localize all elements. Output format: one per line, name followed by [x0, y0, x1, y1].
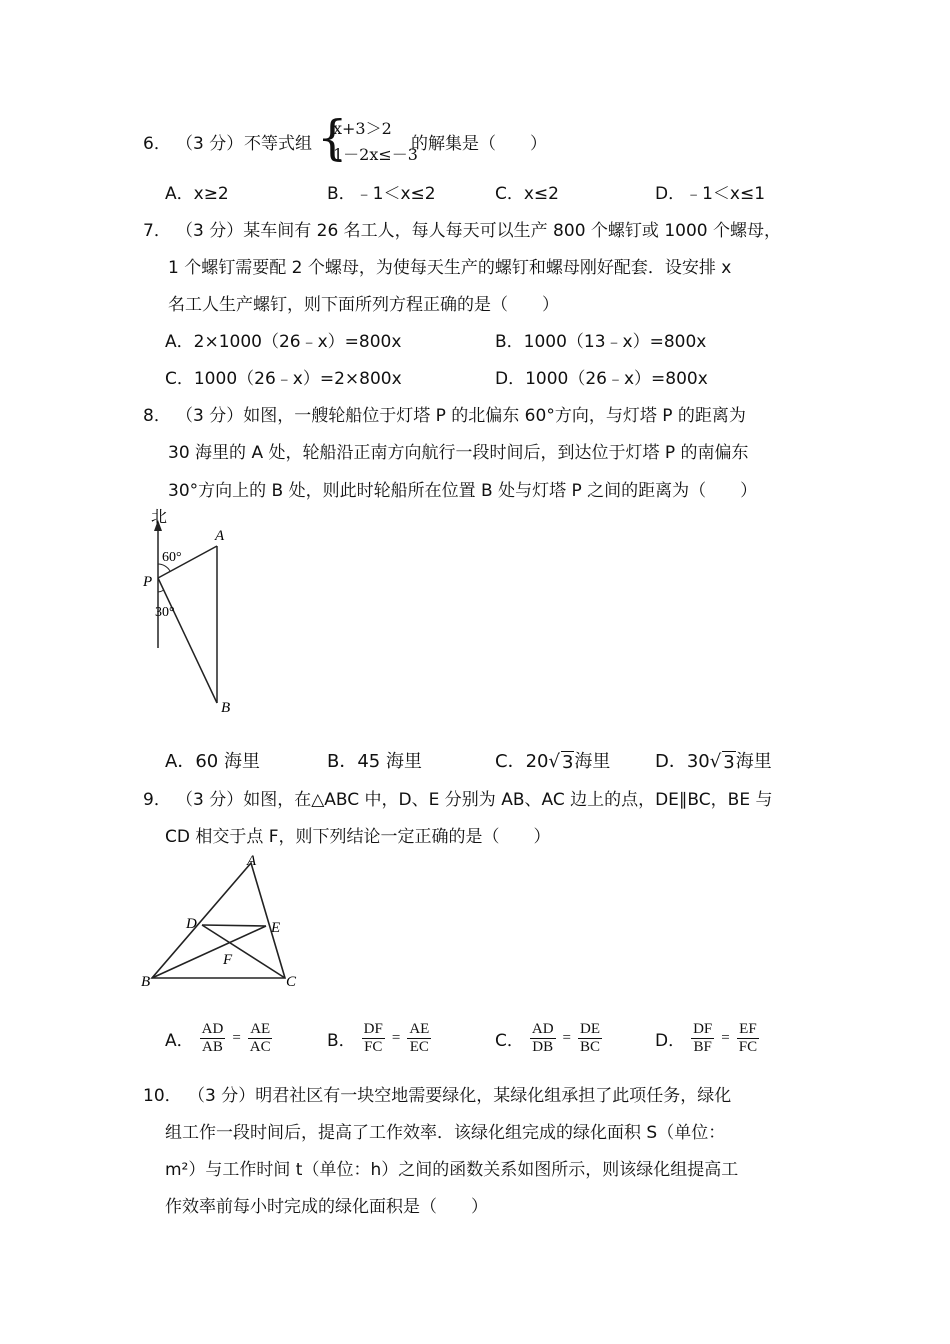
q8-label-60: 60°: [162, 550, 182, 565]
fraction-denominator: AC: [249, 1039, 271, 1055]
q8-option-d: [655, 747, 772, 773]
q6-option-c: C．x≤2: [495, 184, 559, 204]
segment-be: [152, 926, 266, 978]
fraction-denominator: FC: [364, 1039, 383, 1055]
fraction: [737, 1021, 759, 1056]
q6-ineq-1: x+3＞2: [333, 119, 392, 138]
q10-line-3: m²）与工作时间 t（单位：h）之间的函数关系如图所示，则该绿化组提高工: [165, 1160, 739, 1180]
q6-inequality-system: [317, 110, 418, 166]
q6-option-d: D．﹣1＜x≤1: [655, 184, 766, 204]
brace-icon: {: [317, 110, 348, 166]
equals-sign: =: [232, 1030, 241, 1046]
q10-line-1: （3 分）明君社区有一块空地需要绿化，某绿化组承担了此项任务，绿化: [188, 1086, 732, 1106]
q8-line-2: 30 海里的 A 处，轮船沿正南方向航行一段时间后，到达位于灯塔 P 的南偏东: [168, 443, 749, 463]
q9-label-c: C: [286, 974, 297, 990]
q10-line-4: 作效率前每小时完成的绿化面积是（ ）: [165, 1197, 488, 1217]
fraction-denominator: BF: [693, 1039, 712, 1055]
q10-number: 10．: [143, 1086, 182, 1106]
q6-text-after: 的解集是（ ）: [411, 134, 547, 154]
q6-ineq-2: 1－2x≤－3: [333, 145, 418, 164]
q8-line-3: 30°方向上的 B 处，则此时轮船所在位置 B 处与灯塔 P 之间的距离为（ ）: [168, 481, 758, 501]
q8-option-c-radicand: 3: [561, 751, 574, 773]
fraction-denominator: AB: [202, 1039, 223, 1055]
q9-option-d: [655, 1021, 759, 1056]
q7-option-a: A．2×1000（26﹣x）=800x: [165, 332, 402, 352]
fraction-numerator: DF: [693, 1021, 713, 1037]
fraction-numerator: DF: [363, 1021, 383, 1037]
fraction: [362, 1021, 385, 1056]
q9-option-c-label: C．: [495, 1031, 524, 1051]
q8-label-p: P: [143, 574, 153, 590]
fraction-denominator: FC: [738, 1039, 758, 1055]
triangle-abc: [152, 863, 285, 978]
q8-option-c-prefix: C．20: [495, 751, 549, 772]
q6-text-before: 不等式组: [244, 134, 312, 154]
q8-label-north: 北: [151, 507, 168, 526]
fraction-numerator: EF: [739, 1021, 757, 1037]
q9-label-e: E: [271, 920, 281, 936]
q6-option-a: A．x≥2: [165, 184, 229, 204]
q9-line-2: CD 相交于点 F，则下列结论一定正确的是（ ）: [165, 827, 551, 847]
q7-number: 7．: [143, 221, 171, 241]
fraction-denominator: DB: [532, 1039, 554, 1055]
sqrt-icon: √ 3: [709, 751, 735, 773]
fraction-numerator: AD: [531, 1021, 554, 1037]
q7-line-2: 1 个螺钉需要配 2 个螺母，为使每天生产的螺钉和螺母刚好配套．设安排 x: [168, 258, 732, 278]
q8-option-b: B．45 海里: [327, 751, 422, 772]
q8-label-30: 30°: [155, 605, 175, 620]
q8-option-a: A．60 海里: [165, 751, 260, 772]
segment-de: [202, 925, 266, 926]
q9-number: 9．: [143, 790, 171, 810]
fraction-numerator: AE: [409, 1021, 430, 1037]
q7-option-c: C．1000（26﹣x）=2×800x: [165, 369, 402, 389]
q8-option-d-suffix: 海里: [735, 751, 772, 772]
fraction: [407, 1021, 431, 1056]
angle-arc-bottom: [158, 590, 164, 592]
q9-figure: [135, 848, 310, 993]
fraction: [248, 1021, 273, 1056]
q9-option-d-label: D．: [655, 1031, 686, 1051]
q8-option-c-suffix: 海里: [574, 751, 611, 772]
q6-option-b: B．﹣1＜x≤2: [327, 184, 436, 204]
angle-arc-top: [158, 564, 170, 571]
q8-option-c: [495, 747, 610, 773]
fraction-numerator: AE: [250, 1021, 271, 1037]
q7-option-b: B．1000（13﹣x）=800x: [495, 332, 707, 352]
q9-label-a: A: [247, 853, 257, 869]
q7-line-3: 名工人生产螺钉，则下面所列方程正确的是（ ）: [168, 295, 559, 315]
fraction-numerator: DE: [580, 1021, 601, 1037]
q8-label-b: B: [221, 700, 231, 716]
q9-label-b: B: [141, 974, 151, 990]
q8-option-d-radicand: 3: [723, 751, 735, 773]
fraction-numerator: AD: [201, 1021, 224, 1037]
fraction: [691, 1021, 714, 1056]
equals-sign: =: [721, 1030, 730, 1046]
q8-line-1: （3 分）如图，一艘轮船位于灯塔 P 的北偏东 60°方向，与灯塔 P 的距离为: [176, 406, 746, 426]
q9-option-b: [327, 1021, 431, 1056]
fraction: [200, 1021, 226, 1056]
q9-option-c: [495, 1021, 602, 1056]
q9-option-b-label: B．: [327, 1031, 356, 1051]
fraction: [578, 1021, 602, 1056]
q8-number: 8．: [143, 406, 171, 426]
q6-number: 6．: [143, 134, 171, 154]
q6-score: （3 分）: [176, 134, 244, 154]
q7-line-1: （3 分）某车间有 26 名工人，每人每天可以生产 800 个螺钉或 1000 个螺母，: [176, 221, 781, 241]
fraction-denominator: BC: [580, 1039, 601, 1055]
fraction: [530, 1021, 556, 1056]
q10-line-2: 组工作一段时间后，提高了工作效率．该绿化组完成的绿化面积 S（单位：: [165, 1123, 726, 1143]
q9-line-1: （3 分）如图，在△ABC 中，D、E 分别为 AB、AC 边上的点，DE∥BC，BE 与: [176, 790, 773, 810]
q9-label-f: F: [223, 952, 233, 968]
q8-label-a: A: [215, 528, 225, 544]
q9-option-a-label: A．: [165, 1031, 194, 1051]
segment-pb: [158, 578, 217, 703]
q7-option-d: D．1000（26﹣x）=800x: [495, 369, 708, 389]
q9-option-a: [165, 1021, 273, 1056]
q9-label-d: D: [186, 916, 197, 932]
q8-option-d-prefix: D．30: [655, 751, 710, 772]
sqrt-icon: √ 3: [548, 751, 574, 773]
fraction-denominator: EC: [409, 1039, 429, 1055]
equals-sign: =: [391, 1030, 401, 1046]
q8-figure: [135, 500, 255, 722]
equals-sign: =: [562, 1030, 572, 1046]
